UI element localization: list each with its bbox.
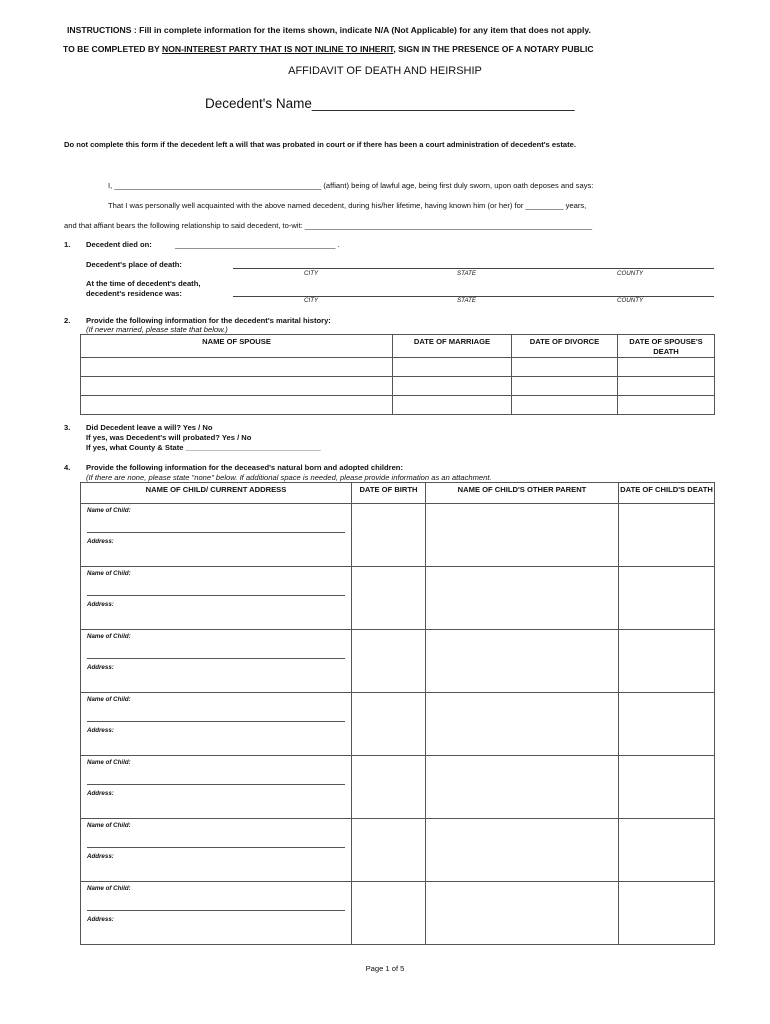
child-name-address-cell[interactable] (81, 567, 352, 630)
col-date-of-divorce: DATE OF DIVORCE (512, 335, 618, 358)
notice-suffix: , SIGN IN THE PRESENCE OF A NOTARY PUBLIC (393, 44, 594, 54)
will-question[interactable]: Did Decedent leave a will? Yes / No (86, 423, 213, 432)
name-of-child-label: Name of Child: (87, 633, 131, 640)
col-date-of-spouse-death: DATE OF SPOUSE'S DEATH (618, 335, 715, 358)
cell-input[interactable] (352, 504, 426, 567)
address-label: Address: (87, 538, 114, 545)
table-row (81, 693, 715, 756)
cell-input[interactable] (426, 567, 619, 630)
cell-input[interactable] (426, 693, 619, 756)
name-of-child-label: Name of Child: (87, 885, 131, 892)
table-row (81, 882, 715, 945)
cell-input[interactable] (426, 819, 619, 882)
cell-input[interactable] (426, 882, 619, 945)
residence-label-2: decedent's residence was: (86, 289, 182, 298)
county-state-question[interactable]: If yes, what County & State ________________________________ (86, 443, 321, 452)
marital-note: (If never married, please state that below.) (86, 325, 228, 334)
child-name-address-cell[interactable] (81, 504, 352, 567)
affiant-line[interactable]: I, _________________________________________________ (affiant) being of lawful age, being first duly sworn, upon oath deposes and says: (108, 181, 594, 190)
table-row (81, 756, 715, 819)
col-date-of-child-death: DATE OF CHILD'S DEATH (619, 483, 715, 504)
cell-input[interactable] (352, 882, 426, 945)
child-name-address-cell[interactable] (81, 693, 352, 756)
probated-question[interactable]: If yes, was Decedent's will probated? Yes / No (86, 433, 252, 442)
died-on-field[interactable]: ______________________________________ . (175, 240, 340, 249)
notary-notice (63, 44, 594, 54)
cell-input[interactable] (393, 396, 512, 415)
address-label: Address: (87, 916, 114, 923)
cell-input[interactable] (426, 630, 619, 693)
table-row (81, 396, 715, 415)
city-caption: CITY (304, 270, 319, 277)
cell-input[interactable] (352, 756, 426, 819)
address-label: Address: (87, 601, 114, 608)
page-title: AFFIDAVIT OF DEATH AND HEIRSHIP (288, 65, 482, 77)
marital-history-table (80, 334, 715, 415)
cell-input[interactable] (618, 377, 715, 396)
acquainted-line[interactable]: That I was personally well acquainted with the above named decedent, during his/her lifetime, having known him (or her) for _________ years, (108, 201, 587, 210)
cell-input[interactable] (618, 396, 715, 415)
page-number: Page 1 of 5 (365, 964, 405, 973)
state-caption-2: STATE (457, 297, 477, 304)
decedent-name-field[interactable]: Decedent's Name___________________________________ (205, 96, 575, 111)
name-of-child-line[interactable] (87, 658, 345, 659)
name-of-child-line[interactable] (87, 532, 345, 533)
children-heading: Provide the following information for the deceased's natural born and adopted children: (86, 463, 403, 472)
cell-input[interactable] (619, 882, 715, 945)
table-row (81, 567, 715, 630)
cell-input[interactable] (426, 504, 619, 567)
cell-input[interactable] (393, 377, 512, 396)
table-row (81, 377, 715, 396)
place-of-death-line[interactable] (233, 268, 714, 269)
cell-input[interactable] (81, 377, 393, 396)
address-label: Address: (87, 664, 114, 671)
child-name-address-cell[interactable] (81, 756, 352, 819)
relationship-line[interactable]: and that affiant bears the following relationship to said decedent, to-wit: ____________________________________________________________________ (64, 221, 593, 230)
place-of-death-label: Decedent's place of death: (86, 260, 182, 269)
address-label: Address: (87, 790, 114, 797)
cell-input[interactable] (393, 358, 512, 377)
cell-input[interactable] (619, 693, 715, 756)
cell-input[interactable] (512, 396, 618, 415)
probate-warning: Do not complete this form if the decedent left a will that was probated in court or if there has been a court administration of decedent's estate. (64, 140, 576, 149)
cell-input[interactable] (619, 567, 715, 630)
state-caption: STATE (457, 270, 477, 277)
cell-input[interactable] (352, 567, 426, 630)
section-3-number: 3. (64, 423, 71, 432)
cell-input[interactable] (619, 630, 715, 693)
child-name-address-cell[interactable] (81, 630, 352, 693)
col-name-of-spouse: NAME OF SPOUSE (81, 335, 393, 358)
cell-input[interactable] (352, 630, 426, 693)
county-caption-2: COUNTY (617, 297, 644, 304)
address-label: Address: (87, 853, 114, 860)
cell-input[interactable] (426, 756, 619, 819)
name-of-child-label: Name of Child: (87, 507, 131, 514)
name-of-child-label: Name of Child: (87, 759, 131, 766)
name-of-child-label: Name of Child: (87, 570, 131, 577)
city-caption-2: CITY (304, 297, 319, 304)
table-row (81, 819, 715, 882)
residence-label-1: At the time of decedent's death, (86, 279, 201, 288)
child-name-address-cell[interactable] (81, 819, 352, 882)
section-1-number: 1. (64, 240, 71, 249)
address-label: Address: (87, 727, 114, 734)
col-date-of-birth: DATE OF BIRTH (352, 483, 426, 504)
died-on-label: Decedent died on: (86, 240, 152, 249)
county-caption: COUNTY (617, 270, 644, 277)
name-of-child-label: Name of Child: (87, 822, 131, 829)
cell-input[interactable] (81, 358, 393, 377)
notice-underlined: NON-INTEREST PARTY THAT IS NOT INLINE TO INHERIT (162, 44, 394, 54)
cell-input[interactable] (512, 377, 618, 396)
col-date-of-marriage: DATE OF MARRIAGE (393, 335, 512, 358)
notice-prefix: TO BE COMPLETED BY (63, 44, 162, 54)
section-2-number: 2. (64, 316, 71, 325)
cell-input[interactable] (352, 819, 426, 882)
name-of-child-line[interactable] (87, 595, 345, 596)
cell-input[interactable] (81, 396, 393, 415)
cell-input[interactable] (619, 504, 715, 567)
child-name-address-cell[interactable] (81, 882, 352, 945)
marital-heading: Provide the following information for the decedent's marital history: (86, 316, 331, 325)
table-row (81, 504, 715, 567)
cell-input[interactable] (618, 358, 715, 377)
name-of-child-line[interactable] (87, 847, 345, 848)
children-note: (If there are none, please state "none" below. If additional space is needed, please provide information as an attachment. (86, 473, 492, 482)
name-of-child-label: Name of Child: (87, 696, 131, 703)
cell-input[interactable] (352, 693, 426, 756)
section-4-number: 4. (64, 463, 71, 472)
name-of-child-line[interactable] (87, 784, 345, 785)
cell-input[interactable] (619, 756, 715, 819)
name-of-child-line[interactable] (87, 721, 345, 722)
col-other-parent: NAME OF CHILD'S OTHER PARENT (426, 483, 619, 504)
cell-input[interactable] (619, 819, 715, 882)
children-table (80, 482, 715, 945)
table-row (81, 358, 715, 377)
instructions: INSTRUCTIONS : Fill in complete information for the items shown, indicate N/A (Not Applicable) for any item that does not apply. (67, 25, 591, 35)
col-name-of-child: NAME OF CHILD/ CURRENT ADDRESS (81, 483, 352, 504)
table-row (81, 630, 715, 693)
name-of-child-line[interactable] (87, 910, 345, 911)
cell-input[interactable] (512, 358, 618, 377)
